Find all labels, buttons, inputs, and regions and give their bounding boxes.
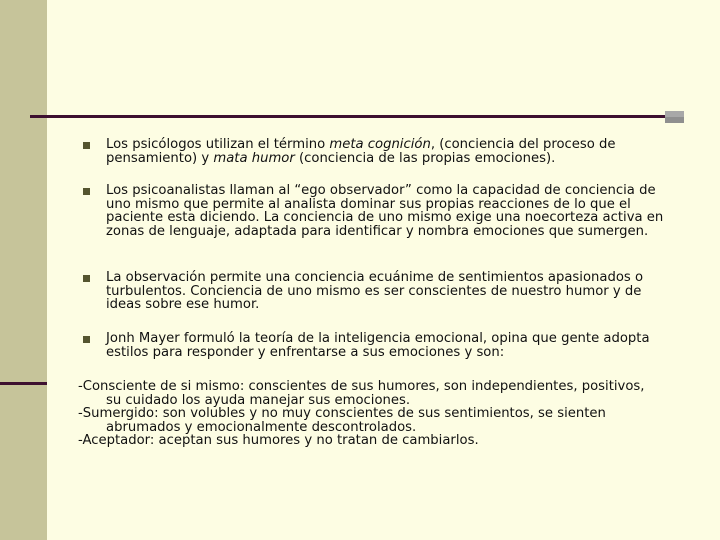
sumergido-line: -Sumergido: son volubles y no muy conscientes de sus sentimientos, se sienten [78,406,606,421]
text-run: Los psicólogos utilizan el término [106,137,330,152]
square-bullet-icon [83,275,90,282]
square-bullet-icon [83,336,90,343]
consciente-line-cont: su cuidado los ayuda manejar sus emociones. [106,392,411,408]
aceptador-line: -Aceptador: aceptan sus humores y no tratan de cambiarlos. [78,433,479,448]
consciente-line: -Consciente de si mismo: conscientes de sus humores, son independientes, positivos, [78,379,645,394]
square-bullet-icon [83,142,90,149]
text-run: Jonh Mayer formuló la teoría de la inteligencia emocional, opina que gente adopta estilos para responder y enfrentarse a sus emociones y son: [106,331,650,360]
bullet-text [106,332,676,359]
text-run: Los psicoanalistas llaman al “ego observador” como la capacidad de conciencia de uno mismo que permite al analista dominar sus propias reacciones de lo que el paciente esta diciendo. La conciencia de uno mismo exige una noecorteza activa en zonas de lenguaje, adaptada para identificar y nombra emociones que sumergen. [106,183,664,239]
divider-end-block-shade [665,117,684,123]
left-decorative-band [0,0,47,540]
italic-term: mata humor [213,150,295,166]
bullet-text [106,271,676,312]
title-divider-line [30,115,665,118]
text-run: , (conciencia del proceso de pensamiento) y [106,137,616,166]
bullet-text [106,184,676,238]
sumergido-line-cont: abrumados y emocionalmente descontrolados. [106,419,417,435]
text-run: (conciencia de las propias emociones). [294,150,556,166]
personality-styles-text [78,380,698,448]
square-bullet-icon [83,188,90,195]
bullet-text [106,138,676,165]
text-run: La observación permite una conciencia ecuánime de sentimientos apasionados o turbulentos. Conciencia de uno mismo es ser conscientes de nuestro humor y de ideas sobre ese humor. [106,270,644,312]
band-divider-line [0,382,47,385]
italic-term: meta cognición [329,137,431,152]
